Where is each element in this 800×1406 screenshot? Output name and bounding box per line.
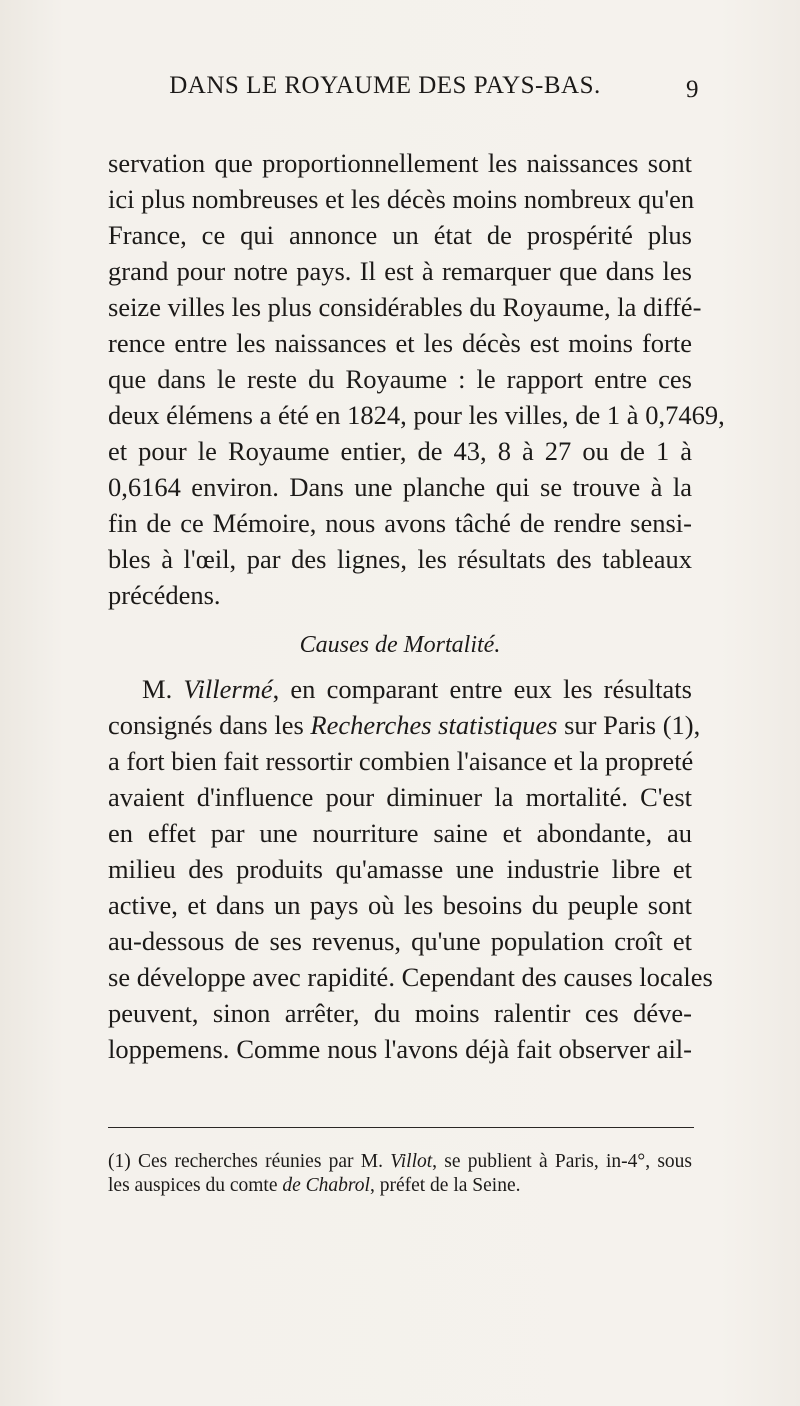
page-number: 9	[686, 76, 699, 103]
text: sur Paris (1),	[557, 710, 701, 740]
paragraph-1-line: fin de ce Mémoire, nous avons tâché de rendre sensi-	[108, 508, 692, 538]
text: M.	[142, 674, 184, 704]
text: , se publient à Paris, in-4°, sous	[432, 1151, 692, 1172]
paragraph-2-line: a fort bien fait ressortir combien l'aisance et la propreté	[108, 746, 694, 776]
person-name: de Chabrol	[282, 1175, 370, 1196]
paragraph-2-line: en effet par une nourriture saine et abondante, au	[108, 818, 692, 848]
footnote-line	[108, 1150, 692, 1174]
paragraph-1-line: seize villes les plus considérables du Royaume, la diffé-	[108, 292, 702, 322]
paragraph-2-line	[142, 672, 692, 706]
paragraph-1-line: rence entre les naissances et les décès est moins forte	[108, 328, 692, 358]
footnote-rule	[108, 1127, 694, 1128]
paragraph-1-line: bles à l'œil, par des lignes, les résultats des tableaux	[108, 544, 692, 574]
work-title: Recherches statistiques	[310, 710, 558, 740]
text: consignés dans les	[108, 710, 311, 740]
paragraph-2-line: active, et dans un pays où les besoins du peuple sont	[108, 890, 692, 920]
paragraph-1-line: servation que proportionnellement les naissances sont	[108, 148, 692, 178]
author-name: Villermé	[183, 674, 273, 704]
paragraph-2-line: peuvent, sinon arrêter, du moins ralentir ces déve-	[108, 998, 692, 1028]
text: , en comparant entre eux les résultats	[272, 674, 692, 704]
paragraph-1-line: grand pour notre pays. Il est à remarquer que dans les	[108, 256, 692, 286]
paragraph-1-line: France, ce qui annonce un état de prospérité plus	[108, 220, 692, 250]
paragraph-2-line: avaient d'influence pour diminuer la mortalité. C'est	[108, 782, 692, 812]
person-name: Villot	[390, 1151, 433, 1172]
paragraph-2-line	[108, 708, 701, 742]
paragraph-1-line: précédens.	[108, 580, 221, 610]
running-head: DANS LE ROYAUME DES PAYS-BAS.	[169, 72, 601, 99]
section-title: Causes de Mortalité.	[299, 632, 501, 658]
text: les auspices du comte	[108, 1175, 283, 1196]
paragraph-2-line: milieu des produits qu'amasse une industrie libre et	[108, 854, 692, 884]
paragraph-1-line: deux élémens a été en 1824, pour les villes, de 1 à 0,7469,	[108, 400, 725, 430]
paragraph-2-line: se développe avec rapidité. Cependant des causes locales	[108, 962, 713, 992]
paragraph-1-line: 0,6164 environ. Dans une planche qui se trouve à la	[108, 472, 692, 502]
text: , préfet de la Seine.	[369, 1175, 521, 1196]
paragraph-1-line: et pour le Royaume entier, de 43, 8 à 27 ou de 1 à	[108, 436, 692, 466]
paragraph-1-line: que dans le reste du Royaume : le rapport entre ces	[108, 364, 692, 394]
paragraph-2-line: au-dessous de ses revenus, qu'une population croît et	[108, 926, 692, 956]
paragraph-2-line: loppemens. Comme nous l'avons déjà fait observer ail-	[108, 1034, 692, 1064]
text: (1) Ces recherches réunies par M.	[108, 1151, 391, 1172]
paragraph-1-line: ici plus nombreuses et les décès moins nombreux qu'en	[108, 184, 695, 214]
footnote-line	[108, 1174, 692, 1198]
